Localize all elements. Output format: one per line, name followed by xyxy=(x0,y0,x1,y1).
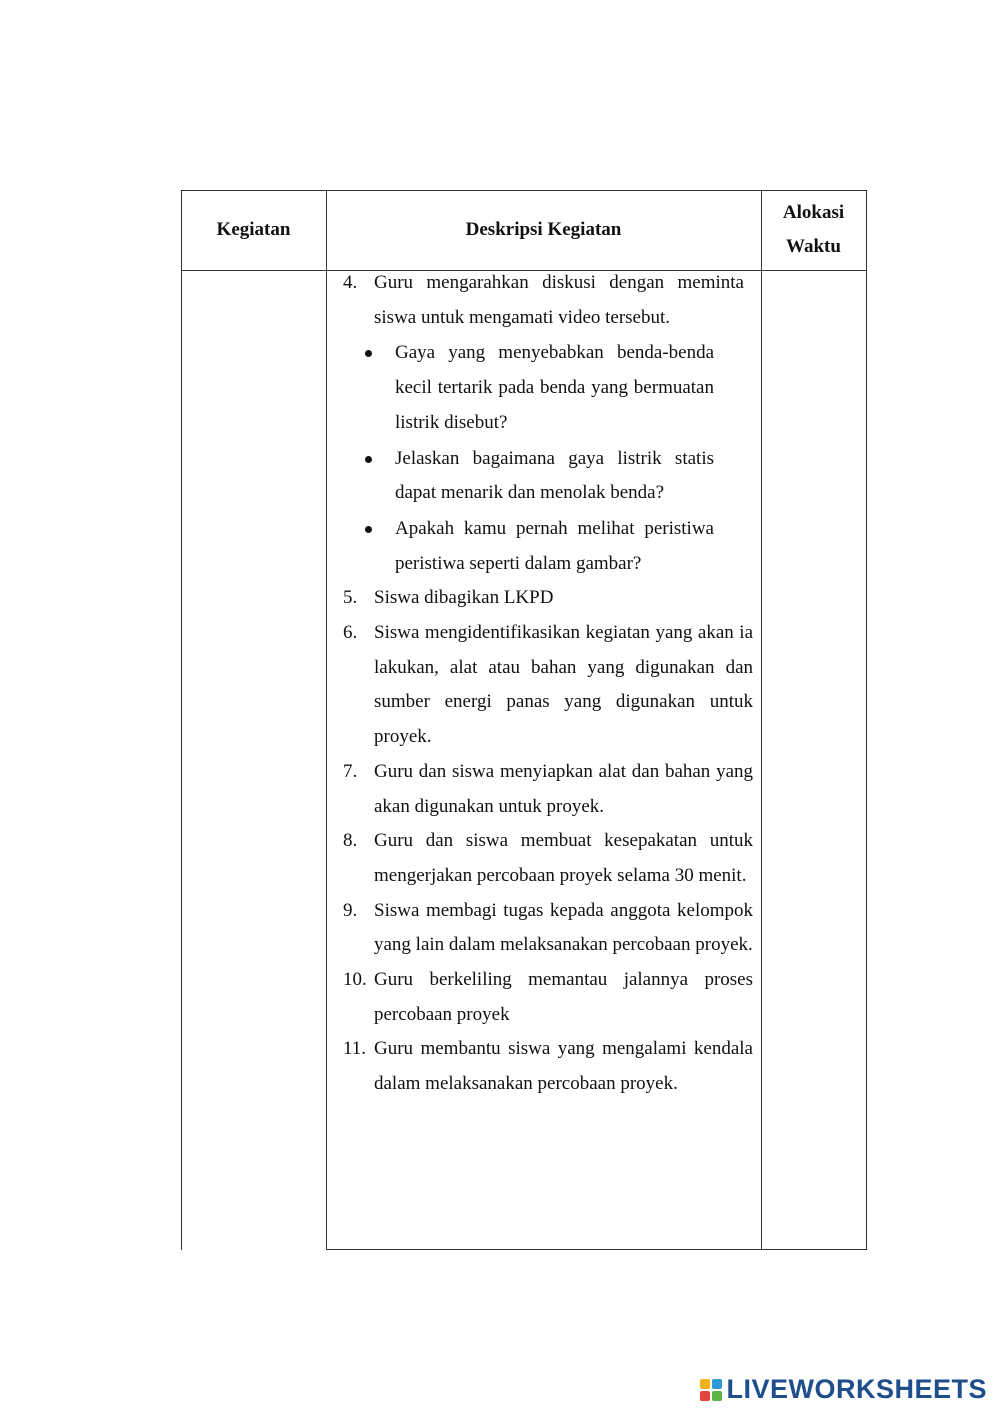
activity-text: Siswa mengidentifikasikan kegiatan yang akan ia lakukan, alat atau bahan yang digunakan dan sumber energi panas yang digunakan untuk proyek. xyxy=(374,622,753,748)
table-right-border xyxy=(866,190,867,1250)
activity-number: 4. xyxy=(343,272,358,293)
activity-text: Guru mengarahkan diskusi dengan meminta siswa untuk mengamati video tersebut. xyxy=(374,272,744,328)
liveworksheets-watermark xyxy=(700,1374,987,1405)
bullet-icon xyxy=(365,526,372,533)
activity-description-list xyxy=(343,266,753,1102)
header-alokasi-waktu: Alokasi Waktu xyxy=(782,202,845,257)
activity-item xyxy=(343,963,753,1032)
question-item xyxy=(343,512,714,581)
activity-text: Guru dan siswa menyiapkan alat dan bahan yang akan digunakan untuk proyek. xyxy=(374,760,753,817)
activity-item xyxy=(343,824,753,893)
table-bottom-border xyxy=(326,1249,867,1250)
activity-item xyxy=(343,755,753,824)
alokasi-waktu-cell xyxy=(762,271,866,1249)
question-item xyxy=(343,336,714,440)
liveworksheets-logo-icon xyxy=(700,1379,722,1401)
activity-text: Guru dan siswa membuat kesepakatan untuk mengerjakan percobaan proyek selama 30 menit. xyxy=(374,830,753,886)
activity-number: 8. xyxy=(343,830,358,852)
activity-text: Siswa dibagikan LKPD xyxy=(374,587,554,609)
question-text: Jelaskan bagaimana gaya listrik statis dapat menarik dan menolak benda? xyxy=(395,447,714,504)
activity-text: Guru berkeliling memantau jalannya proses percobaan proyek xyxy=(374,969,753,1025)
question-list xyxy=(343,336,714,581)
activity-item xyxy=(343,1032,753,1101)
activity-item xyxy=(343,616,753,755)
question-item xyxy=(343,442,714,511)
activity-text: Siswa membagi tugas kepada anggota kelompok yang lain dalam melaksanakan percobaan proyek. xyxy=(374,899,753,956)
activity-item xyxy=(343,581,753,616)
activity-number: 10. xyxy=(343,969,367,991)
watermark-text: LIVEWORKSHEETS xyxy=(726,1374,987,1404)
column-divider-1 xyxy=(326,190,327,1250)
activity-number: 7. xyxy=(343,760,358,782)
activity-item xyxy=(343,894,753,963)
activity-number: 11. xyxy=(343,1038,367,1060)
header-kegiatan: Kegiatan xyxy=(216,219,291,240)
activity-number: 5. xyxy=(343,587,358,609)
kegiatan-cell xyxy=(182,271,326,1249)
activity-number: 9. xyxy=(343,899,358,921)
question-text: Gaya yang menyebabkan benda-benda kecil tertarik pada benda yang bermuatan listrik disebut? xyxy=(395,342,714,433)
question-text: Apakah kamu pernah melihat peristiwa peristiwa seperti dalam gambar? xyxy=(395,517,714,574)
activity-item xyxy=(343,266,753,581)
header-deskripsi-kegiatan: Deskripsi Kegiatan xyxy=(465,219,622,240)
bullet-icon xyxy=(365,456,372,463)
bullet-icon xyxy=(365,350,372,357)
activity-number: 6. xyxy=(343,622,358,644)
activity-text: Guru membantu siswa yang mengalami kendala dalam melaksanakan percobaan proyek. xyxy=(374,1038,753,1095)
